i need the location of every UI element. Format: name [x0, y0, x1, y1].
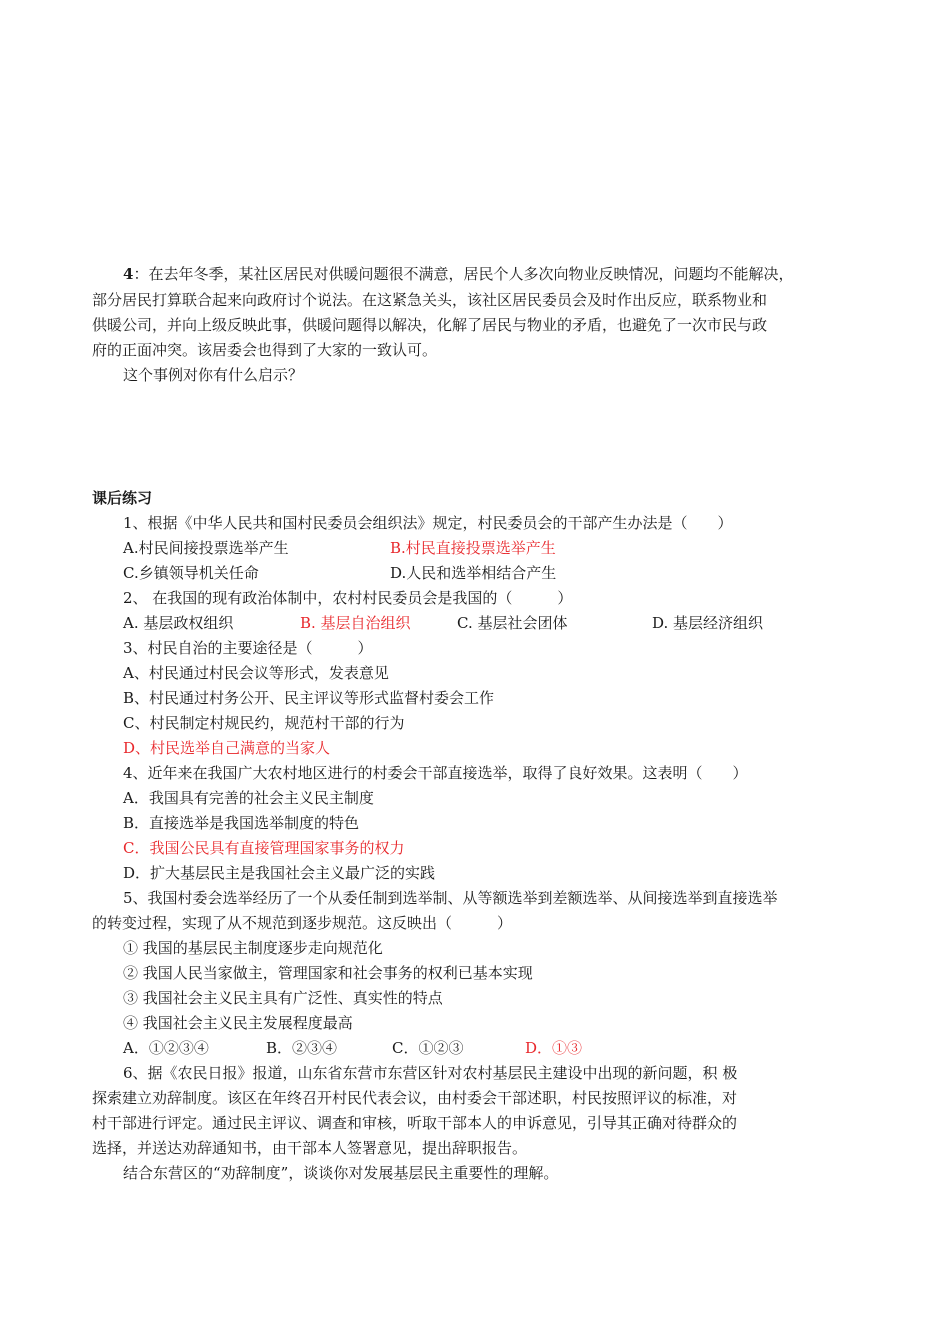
e1-option-a: A.村民间接投票选举产生 — [123, 539, 289, 557]
e4-option-d: D．扩大基层民主是我国社会主义最广泛的实践 — [123, 864, 436, 882]
e2-option-d: D. 基层经济组织 — [652, 614, 764, 632]
e4-option-c-answer: C．我国公民具有直接管理国家事务的权力 — [123, 839, 405, 857]
e6-prompt: 结合东营区的“劝辞制度”，谈谈你对发展基层民主重要性的理解。 — [123, 1164, 559, 1182]
e5-option-a: A．①②③④ — [123, 1039, 209, 1057]
e2-option-a: A. 基层政权组织 — [123, 614, 234, 632]
e5-option-d-answer: D．①③ — [525, 1039, 583, 1057]
e5-item-2: ② 我国人民当家做主，管理国家和社会事务的权利已基本实现 — [123, 964, 533, 982]
e4-stem: 4、近年来在我国广大农村地区进行的村委会干部直接选举，取得了良好效果。这表明（ ） — [123, 764, 748, 782]
e5-item-4: ④ 我国社会主义民主发展程度最高 — [123, 1014, 353, 1032]
e3-option-b: B、村民通过村务公开、民主评议等形式监督村委会工作 — [123, 689, 495, 707]
q4-prompt: 这个事例对你有什么启示？ — [123, 366, 304, 384]
e3-stem: 3、村民自治的主要途径是（ ） — [123, 639, 373, 657]
e6-line-3: 村干部进行评定。通过民主评议、调查和审核，听取干部本人的申诉意见，引导其正确对待群众的 — [92, 1114, 738, 1132]
e1-option-b-answer: B.村民直接投票选举产生 — [390, 539, 556, 557]
e4-option-a: A．我国具有完善的社会主义民主制度 — [123, 789, 374, 807]
e2-stem: 2、 在我国的现有政治体制中，农村村民委员会是我国的（ ） — [123, 589, 573, 607]
e3-option-a: A、村民通过村民会议等形式，发表意见 — [123, 664, 389, 682]
e5-stem-line-1: 5、我国村委会选举经历了一个从委任制到选举制、从等额选举到差额选举、从间接选举到直接选举 — [123, 889, 778, 907]
e1-option-d: D.人民和选举相结合产生 — [390, 564, 557, 582]
e3-option-d-answer: D、村民选举自己满意的当家人 — [123, 739, 331, 757]
e5-stem-line-2: 的转变过程，实现了从不规范到逐步规范。这反映出（ ） — [92, 914, 513, 932]
e3-option-c: C、村民制定村规民约，规范村干部的行为 — [123, 714, 405, 732]
e6-line-2: 探索建立劝辞制度。该区在年终召开村民代表会议，由村委会干部述职，村民按照评议的标准，对 — [92, 1089, 738, 1107]
section-title: 课后练习 — [92, 489, 153, 507]
e5-item-3: ③ 我国社会主义民主具有广泛性、真实性的特点 — [123, 989, 443, 1007]
e5-option-c: C．①②③ — [392, 1039, 464, 1057]
q4-line-3: 供暖公司，并向上级反映此事，供暖问题得以解决，化解了居民与物业的矛盾，也避免了一次市民与政 — [92, 316, 768, 334]
e2-option-b-answer: B. 基层自治组织 — [300, 614, 411, 632]
q4-line-1: 4：在去年冬季，某社区居民对供暖问题很不满意，居民个人多次向物业反映情况，问题均不能解决， — [123, 265, 794, 283]
e4-option-b: B．直接选举是我国选举制度的特色 — [123, 814, 360, 832]
e1-option-c: C.乡镇领导机关任命 — [123, 564, 259, 582]
e5-item-1: ① 我国的基层民主制度逐步走向规范化 — [123, 939, 383, 957]
q4-line-2: 部分居民打算联合起来向政府讨个说法。在这紧急关头，该社区居民委员会及时作出反应，联系物业和 — [92, 291, 768, 309]
e2-option-c: C. 基层社会团体 — [457, 614, 568, 632]
q4-number: 4 — [123, 265, 134, 283]
e6-line-4: 选择，并送达劝辞通知书，由干部本人签署意见，提出辞职报告。 — [92, 1139, 528, 1157]
e6-line-1: 6、据《农民日报》报道，山东省东营市东营区针对农村基层民主建设中出现的新问题，积 极 — [123, 1064, 738, 1082]
e1-stem: 1、根据《中华人民共和国村民委员会组织法》规定，村民委员会的干部产生办法是（ ） — [123, 514, 733, 532]
q4-line-4: 府的正面冲突。该居委会也得到了大家的一致认可。 — [92, 341, 438, 359]
e5-option-b: B．②③④ — [266, 1039, 338, 1057]
